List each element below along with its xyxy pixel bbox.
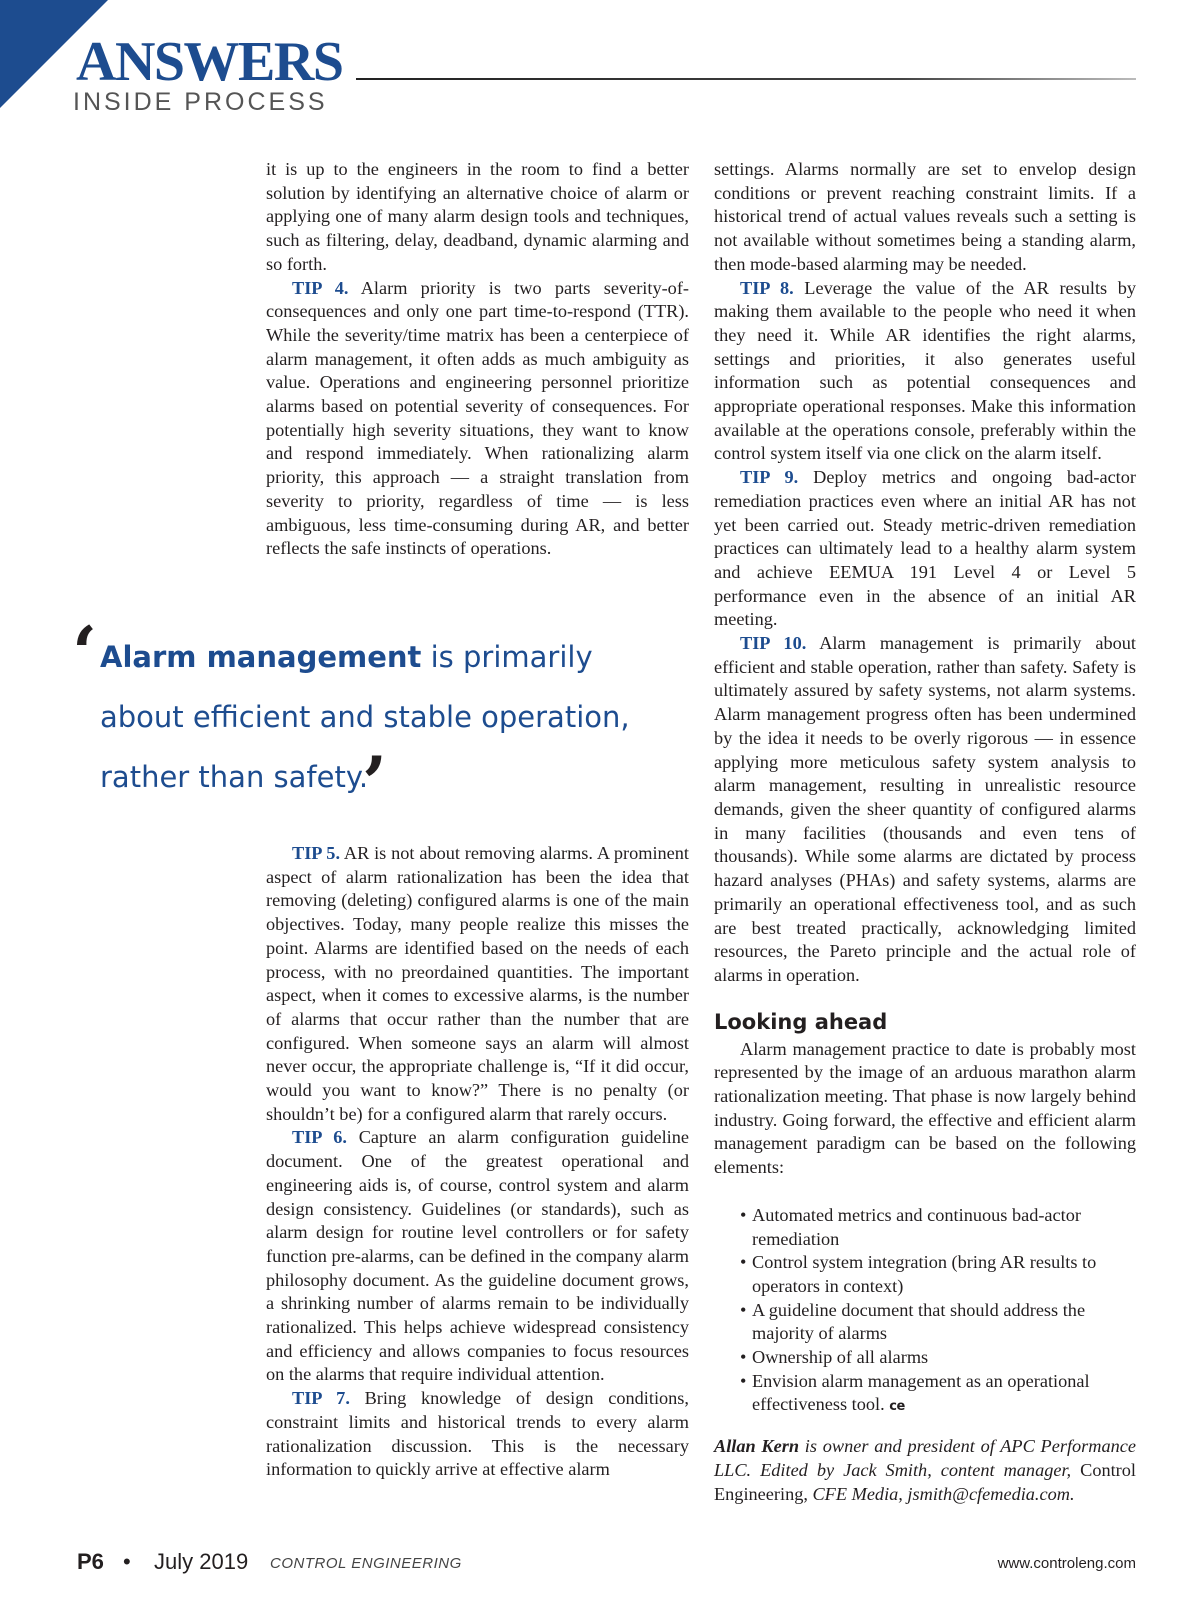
tip-10-label: TIP 10. — [740, 633, 807, 654]
tip-4-text: Alarm priority is two parts severity-of-consequences and only one part time-to-respond (TTR). While the severity/time matrix has been a centerpiece of alarm management, it often adds as much ambiguity as value. Operations and engineering personnel prioritize alarms based on potential severity of consequences. For potentially high severity situations, they want to know and respond immediately. When rationalizing alarm priority, this approach — a straight translation from severity to priority, regardless of time — is less ambiguous, less time-consuming during AR, and better reflects the safe instincts of operations. — [266, 277, 689, 559]
article-column-left-bottom — [266, 842, 689, 1482]
paragraph-tip-9 — [714, 466, 1136, 632]
author-name: Allan Kern — [714, 1436, 800, 1457]
tip-8-text: Leverage the value of the AR results by making them available to the people who need it when they need it. While AR identifies the right alarms, settings and priorities, it also generates useful information such as potential consequences and appropriate operational responses. Make this information available at the operations console, preferably within the control system itself via one click on the alarm itself. — [714, 277, 1137, 464]
author-bio-publication: Control Engineering, — [714, 1459, 1136, 1504]
list-item-text: Envision alarm management as an operational effectiveness tool. — [752, 1370, 1090, 1415]
bullet-glyph: • — [740, 1299, 747, 1320]
tip-6-text: Capture an alarm configuration guideline document. One of the greatest operational and engineering aids is, of course, control system and alarm design consistency. Guidelines (or standards), such as alarm design for routine level controllers or for safety function pre-alarms, can be defined in the company alarm philosophy document. As the guideline document grows, a shrinking number of alarms remain to be individually rationalized. This helps achieve widespread consistency and efficiency and allows companies to focus resources on the alarms that require individual attention. — [266, 1127, 689, 1385]
paragraph-tip-10 — [714, 632, 1136, 988]
paragraph-tip-7 — [266, 1387, 689, 1482]
pull-quote-text: is primarily about efficient and stable operation, rather than safety. — [100, 640, 630, 794]
tip-6-label: TIP 6. — [292, 1127, 347, 1148]
list-item-text: Ownership of all alarms — [752, 1347, 929, 1368]
author-bio-text: is owner and president of APC Performance LLC. Edited by Jack Smith, content manager, — [714, 1436, 1136, 1480]
section-subtitle: INSIDE PROCESS — [73, 88, 328, 116]
bullet-glyph: • — [740, 1204, 747, 1225]
list-item — [740, 1299, 1136, 1346]
author-bio — [714, 1435, 1136, 1506]
section-title: ANSWERS — [76, 31, 343, 93]
paragraph-continued-right: settings. Alarms normally are set to envelop design conditions or prevent reaching constraint limits. If a historical trend of actual values reveals such a setting is not available without sometimes being a standing alarm, then mode-based alarming may be needed. — [714, 159, 1136, 274]
list-item-text: A guideline document that should address the majority of alarms — [752, 1299, 1086, 1344]
tip-4-label: TIP 4. — [292, 277, 349, 298]
end-mark: ce — [889, 1399, 905, 1415]
website-url: www.controleng.com — [997, 1555, 1136, 1572]
list-item-text: Automated metrics and continuous bad-actor remediation — [752, 1204, 1081, 1249]
tip-10-text: Alarm management is primarily about efficient and stable operation, rather than safety. Safety is ultimately assured by safety systems, not alarm systems. Alarm management progress often has been undermined by the idea it needs to be overly rigorous — in essence applying more meticulous safety system analysis to alarm management, resulting in unrealistic resource demands, given the sheer quantity of configured alarms in many facilities (thousands and even tens of thousands). While some alarms are dictated by process hazard analyses (PHAs) and safety systems, alarms are primarily an operational effectiveness tool, and as such are best treated practically, acknowledging limited resources, the Pareto principle and the actual role of alarms in operation. — [714, 633, 1137, 985]
tip-7-text: Bring knowledge of design conditions, constraint limits and historical trends to every alarm rationalization discussion. This is the necessary information to quickly arrive at effective alarm — [266, 1388, 689, 1480]
open-quote-mark: ‘ — [72, 610, 98, 695]
bullet-glyph: • — [740, 1370, 747, 1391]
paragraph-tip-6 — [266, 1126, 689, 1387]
tip-9-text: Deploy metrics and ongoing bad-actor remediation practices even where an initial AR has not yet been carried out. Steady metric-driven remediation practices can ultimately lead to a healthy alarm system and achieve EEMUA 191 Level 4 or Level 5 performance even in the absence of an initial AR meeting. — [714, 467, 1136, 630]
close-quote-mark: ’ — [362, 740, 388, 825]
tip-9-label: TIP 9. — [740, 467, 799, 488]
tip-5-label: TIP 5. — [292, 843, 341, 863]
paragraph-continued: it is up to the engineers in the room to find a better solution by identifying an alternative choice of alarm or applying one of many alarm design tools and techniques, such as filtering, delay, deadband, dynamic alarming and so forth. — [266, 159, 689, 274]
paragraph-tip-4 — [266, 277, 689, 561]
tip-7-label: TIP 7. — [292, 1388, 350, 1409]
subheading-looking-ahead: Looking ahead — [714, 1009, 888, 1034]
bullet-glyph: • — [740, 1252, 747, 1273]
list-item — [740, 1204, 1136, 1251]
tip-5-text: AR is not about removing alarms. A prominent aspect of alarm rationalization has been the idea that removing (deleting) configured alarms is one of the main objectives. Today, many people realize this misses the point. Alarms are identified based on the needs of each process, with no preordained quantities. The important aspect, when it comes to excessive alarms, is the number of alarms that occur rather than the number that are configured. When someone says an alarm will almost never occur, the appropriate challenge is, “If it did occur, would you want to know?” There is no penalty (or shouldn’t be) for a configured alarm that rarely occurs. — [266, 843, 690, 1124]
list-item — [740, 1251, 1136, 1298]
article-column-right — [714, 158, 1136, 1506]
page-footer — [0, 1549, 1200, 1579]
list-item-text: Control system integration (bring AR results to operators in context) — [752, 1252, 1097, 1296]
paragraph-tip-5 — [266, 842, 689, 1126]
paragraph-tip-8 — [714, 277, 1136, 467]
magazine-name: CONTROL ENGINEERING — [270, 1555, 462, 1572]
bullet-glyph: • — [740, 1347, 747, 1368]
list-item — [740, 1370, 1136, 1419]
header-rule — [356, 78, 1136, 80]
list-item — [740, 1346, 1136, 1370]
element-list — [740, 1204, 1136, 1419]
page-number: P6 — [77, 1549, 104, 1574]
author-bio-contact: CFE Media, jsmith@cfemedia.com. — [807, 1483, 1075, 1504]
footer-separator: • — [123, 1549, 131, 1574]
tip-8-label: TIP 8. — [740, 277, 794, 298]
issue-date: July 2019 — [154, 1549, 249, 1574]
pull-quote-bold: Alarm management — [100, 640, 422, 674]
paragraph-looking-ahead: Alarm management practice to date is probably most represented by the image of an arduous marathon alarm rationalization meeting. That phase is now largely behind industry. Going forward, the effective and efficient alarm management paradigm can be based on the following elements: — [714, 1038, 1136, 1178]
article-column-left-top — [266, 158, 689, 561]
